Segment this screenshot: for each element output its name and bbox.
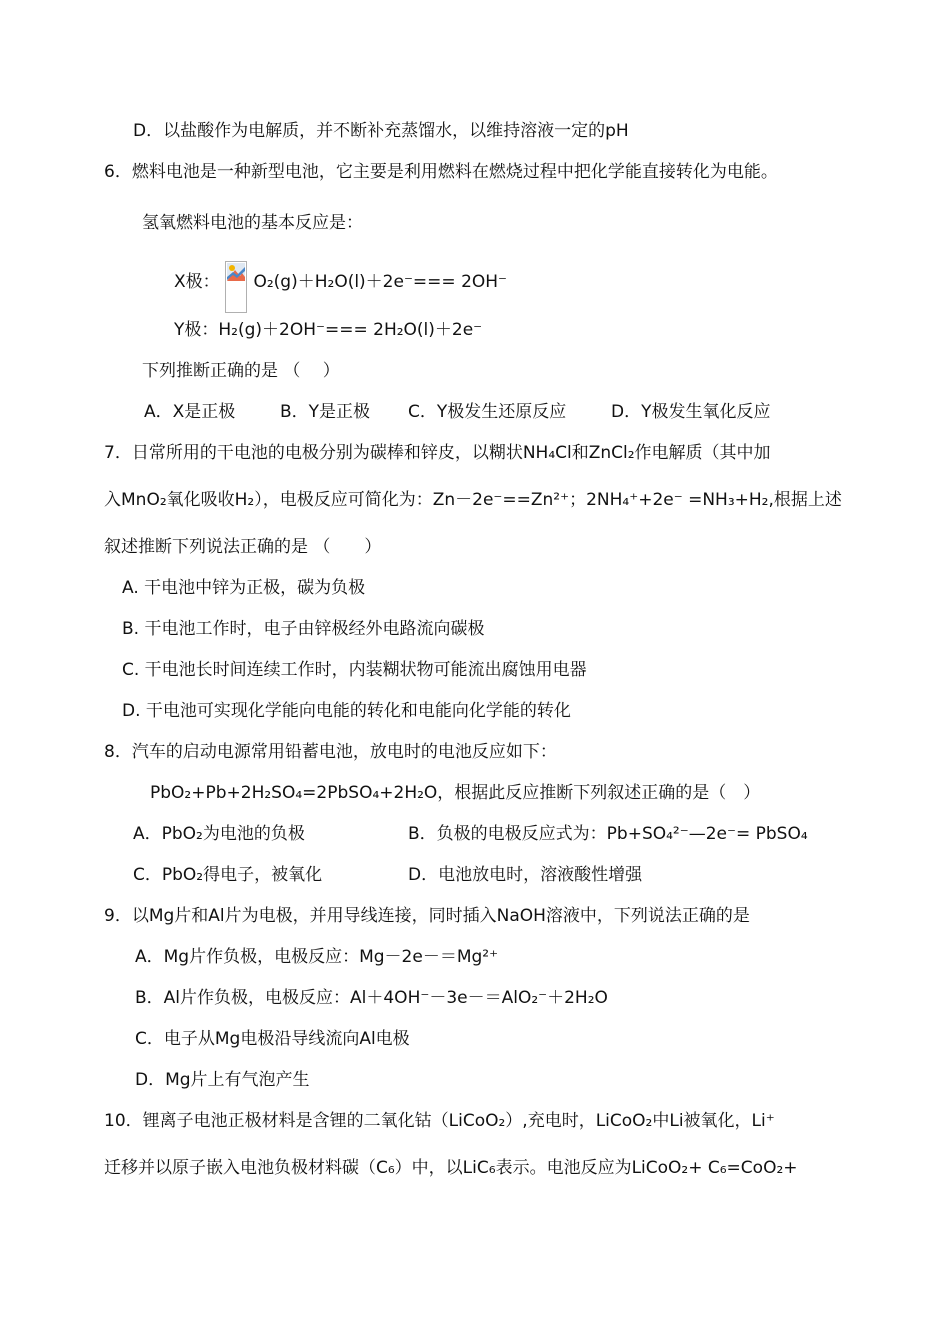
q6-y-electrode: Y极：H₂(g)＋2OH⁻=== 2H₂O(l)＋2e⁻ xyxy=(174,320,483,340)
q8-option-c: C．PbO₂得电子，被氧化 xyxy=(133,865,323,885)
q8-option-a: A．PbO₂为电池的负极 xyxy=(133,824,305,844)
q9-option-d: D．Mg片上有气泡产生 xyxy=(135,1070,310,1090)
q10-stem: 10．锂离子电池正极材料是含锂的二氧化钴（LiCoO₂）,充电时，LiCoO₂中Li被氧化，Li⁺ xyxy=(104,1111,775,1131)
q6-option-c: C．Y极发生还原反应 xyxy=(408,402,567,422)
q9-option-c: C．电子从Mg电极沿导线流向Al电极 xyxy=(135,1029,410,1049)
q6-stem: 6．燃料电池是一种新型电池，它主要是利用燃料在燃烧过程中把化学能直接转化为电能。 xyxy=(104,162,778,182)
q9-stem: 9．以Mg片和Al片为电极，并用导线连接，同时插入NaOH溶液中，下列说法正确的是 xyxy=(104,906,750,926)
q6-x-electrode xyxy=(174,261,507,313)
q6-options xyxy=(0,400,950,424)
q9-option-a: A．Mg片作负极，电极反应：Mg－2e－＝Mg²⁺ xyxy=(135,947,499,967)
q8-reaction: PbO₂+Pb+2H₂SO₄=2PbSO₄+2H₂O，根据此反应推断下列叙述正确的是（ ） xyxy=(150,783,761,803)
q8-stem: 8．汽车的启动电源常用铅蓄电池，放电时的电池反应如下： xyxy=(104,742,557,762)
q6-option-b: B．Y是正极 xyxy=(280,402,371,422)
q8-option-d: D．电池放电时，溶液酸性增强 xyxy=(408,865,643,885)
q7-option-a: A. 干电池中锌为正极，碳为负极 xyxy=(122,578,366,598)
q7-stem-question: 叙述推断下列说法正确的是 （ ） xyxy=(104,537,382,557)
q6-option-d: D．Y极发生氧化反应 xyxy=(611,402,771,422)
q8-option-b: B．负极的电极反应式为：Pb+SO₄²⁻—2e⁻= PbSO₄ xyxy=(408,824,808,844)
q7-option-c: C. 干电池长时间连续工作时，内装糊状物可能流出腐蚀用电器 xyxy=(122,660,587,680)
q6-option-a: A．X是正极 xyxy=(144,402,236,422)
q10-stem-cont: 迁移并以原子嵌入电池负极材料碳（C₆）中，以LiC₆表示。电池反应为LiCoO₂+ C₆=CoO₂+ xyxy=(104,1158,798,1178)
q7-stem: 7．日常所用的干电池的电极分别为碳棒和锌皮，以糊状NH₄Cl和ZnCl₂作电解质（其中加 xyxy=(104,443,771,463)
broken-image-icon xyxy=(225,261,247,313)
q7-option-d: D. 干电池可实现化学能向电能的转化和电能向化学能的转化 xyxy=(122,701,571,721)
q9-option-b: B．Al片作负极，电极反应：Al＋4OH⁻－3e－＝AlO₂⁻＋2H₂O xyxy=(135,988,608,1008)
q5-option-d: D．以盐酸作为电解质，并不断补充蒸馏水，以维持溶液一定的pH xyxy=(133,121,629,141)
q6-question: 下列推断正确的是 （ ） xyxy=(142,361,340,381)
q6-x-label: X极： xyxy=(174,272,220,292)
q7-stem-cont: 入MnO₂氧化吸收H₂），电极反应可简化为：Zn－2e⁻==Zn²⁺；2NH₄⁺+2e⁻ =NH₃+H₂,根据上述 xyxy=(104,490,842,510)
q6-stem-cont: 氢氧燃料电池的基本反应是： xyxy=(142,213,363,233)
q7-option-b: B. 干电池工作时，电子由锌极经外电路流向碳极 xyxy=(122,619,485,639)
q6-x-equation: O₂(g)＋H₂O(l)＋2e⁻=== 2OH⁻ xyxy=(253,272,508,292)
